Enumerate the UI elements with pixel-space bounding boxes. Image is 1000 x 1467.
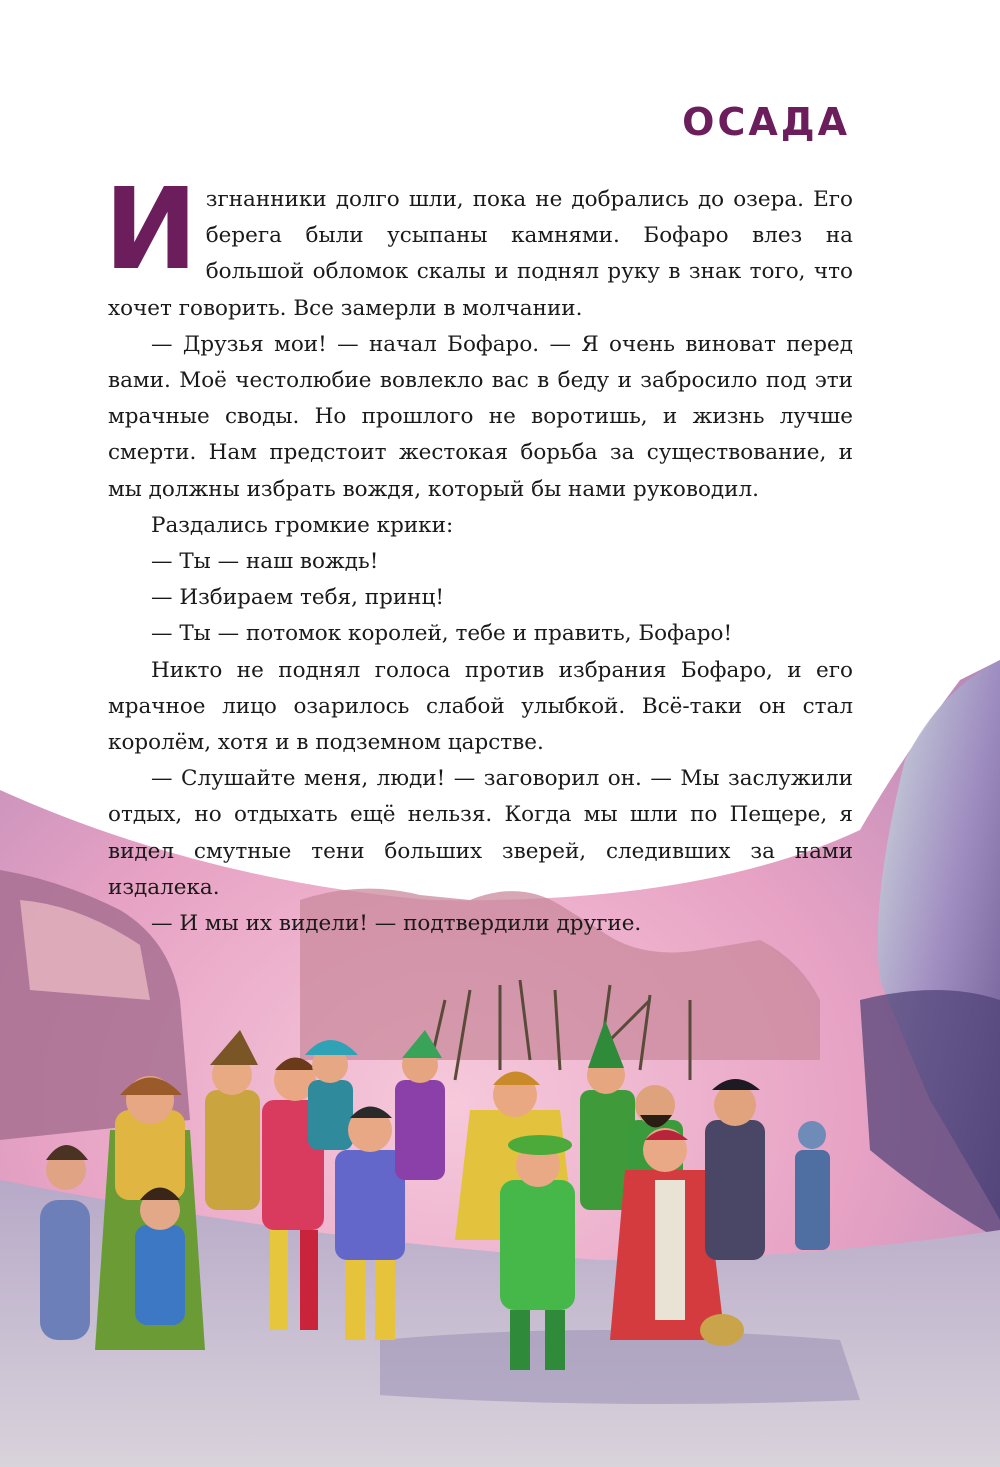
paragraph-6: — Ты — потомок королей, тебе и править, Бофаро! xyxy=(151,621,733,647)
paragraph-1-text: згнанники долго шли, пока не добрались до озера. Его берега были усыпаны камнями. Бофаро влез на большой обломок скалы и поднял руку в знак того, что хочет говорить. Все замерли в молчании. xyxy=(108,187,853,321)
body-text xyxy=(104,165,853,942)
paragraph-5: — Избираем тебя, принц! xyxy=(151,585,444,611)
paragraph-9: — И мы их видели! — подтвердили другие. xyxy=(151,911,642,937)
paragraph-4: — Ты — наш вождь! xyxy=(151,549,379,575)
paragraph-3: Раздались громкие крики: xyxy=(151,512,454,538)
drop-cap: И xyxy=(104,165,198,295)
paragraph-8: — Слушайте меня, люди! — заговорил он. — Мы заслужили отдых, но отдыхать ещё нельзя. Когда мы шли по Пещере, я видел смутные тени больших зверей, следивших за нами издалека. xyxy=(108,766,853,900)
paragraph-2: — Друзья мои! — начал Бофаро. — Я очень виноват перед вами. Моё честолюбие вовлекло вас в беду и забросило под эти мрачные своды. Но прошлого не воротишь, и жизнь лучше смерти. Нам предстоит жестокая борьба за существование, и мы должны избрать вождя, который бы нами руководил. xyxy=(108,331,853,502)
ground-shadow xyxy=(380,1330,860,1404)
paragraph-1 xyxy=(104,165,853,327)
paragraph-7: Никто не поднял голоса против избрания Бофаро, и его мрачное лицо озарилось слабой улыбкой. Всё-таки он стал королём, хотя и в подземном царстве. xyxy=(108,657,853,756)
page-title: ОСАДА xyxy=(682,100,850,144)
